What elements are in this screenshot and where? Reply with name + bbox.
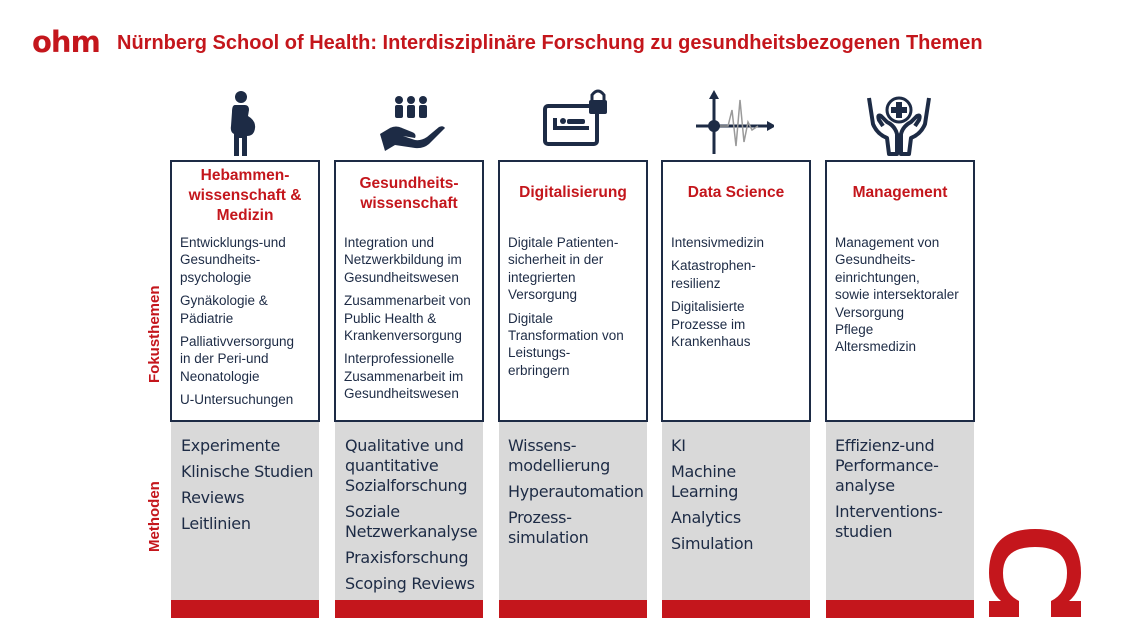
method-item: Qualitative und quantitative Sozialforschung	[345, 436, 468, 495]
column-title: Digitalisierung	[519, 184, 627, 201]
method-item: Analytics	[671, 508, 741, 527]
topic-item: Digitale Patienten- sicherheit in der integrierten Versorgung	[508, 235, 619, 303]
topics-side-label: Fokusthemen	[146, 285, 163, 383]
focus-topic-card	[825, 160, 975, 422]
column-footer-bar	[499, 600, 647, 618]
column-title: Hebammen- wissenschaft & Medizin	[188, 167, 302, 224]
method-item: Simulation	[671, 534, 754, 553]
ohm-logo: ohm	[32, 25, 100, 59]
method-item: Prozess- simulation	[508, 508, 589, 547]
method-item: KI	[671, 436, 686, 455]
secure-patient-monitor-icon	[535, 86, 615, 160]
pregnant-person-icon	[204, 86, 284, 160]
hands-medical-cross-icon	[859, 86, 939, 160]
topic-item: Entwicklungs-und Gesundheits- psychologie	[180, 235, 286, 285]
method-item: Experimente	[181, 436, 280, 455]
data-axes-icon	[694, 86, 774, 160]
focus-topic-card	[170, 160, 320, 422]
column-title: Gesundheits- wissenschaft	[359, 175, 459, 212]
ohm-omega-logo-mark	[985, 525, 1085, 621]
page-title: Nürnberg School of Health: Interdisziplinäre Forschung zu gesundheitsbezogenen Themen	[117, 32, 983, 54]
method-item: Effizienz-und Performance- analyse	[835, 436, 939, 495]
method-item: Interventions- studien	[835, 502, 943, 541]
method-item: Wissens- modellierung	[508, 436, 610, 475]
focus-topic-card	[498, 160, 648, 422]
topic-item: Integration und Netzwerkbildung im Gesundheitswesen	[344, 235, 462, 285]
column-footer-bar	[826, 600, 974, 618]
column-footer-bar	[662, 600, 810, 618]
topic-item: Digitalisierte Prozesse im Krankenhaus	[671, 299, 751, 350]
topic-item: U-Untersuchungen	[180, 392, 294, 408]
method-item: Leitlinien	[181, 514, 251, 533]
topic-item: Zusammenarbeit von Public Health & Krankenversorgung	[344, 293, 471, 344]
method-item: Klinische Studien	[181, 462, 314, 481]
method-item: Praxisforschung	[345, 548, 469, 567]
focus-topic-card	[334, 160, 484, 422]
method-item: Soziale Netzwerkanalyse	[345, 502, 478, 541]
focus-topic-card	[661, 160, 811, 422]
method-item: Scoping Reviews	[345, 574, 475, 593]
topic-item: Interprofessionelle Zusammenarbeit im Gesundheitswesen	[344, 351, 464, 402]
column-title: Management	[852, 184, 948, 201]
topic-item: Management von Gesundheits- einrichtungen, sowie intersektoraler Versorgung Pflege Altersmedizin	[835, 235, 959, 355]
topic-item: Palliativversorgung in der Peri-und Neonatologie	[180, 334, 295, 384]
method-item: Reviews	[181, 488, 245, 507]
topic-item: Katastrophen- resilienz	[671, 258, 756, 291]
method-item: Hyperautomation	[508, 482, 644, 501]
people-in-hand-icon	[372, 86, 452, 160]
method-item: Machine Learning	[671, 462, 739, 501]
topic-item: Intensivmedizin	[671, 235, 765, 250]
column-title: Data Science	[687, 184, 785, 201]
topic-item: Gynäkologie & Pädiatrie	[180, 293, 268, 326]
topic-item: Digitale Transformation von Leistungs- erbringern	[508, 310, 624, 378]
column-footer-bar	[171, 600, 319, 618]
methods-side-label: Methoden	[146, 481, 163, 552]
column-footer-bar	[335, 600, 483, 618]
